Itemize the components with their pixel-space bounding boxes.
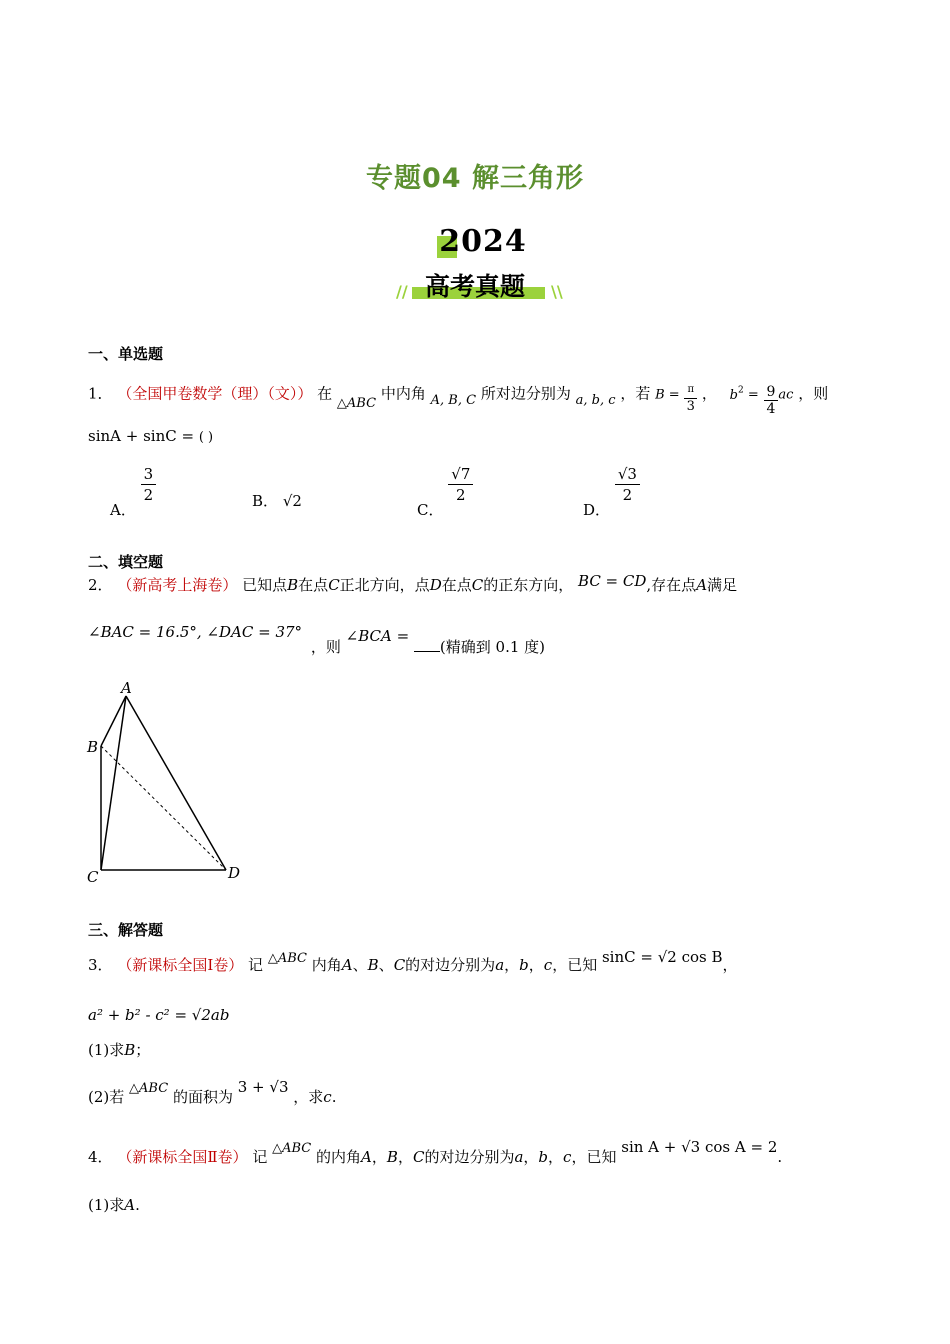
q2-ask: ∠BCA =: [345, 627, 410, 645]
q2-point-c: C: [328, 576, 340, 594]
q3-part-var: B: [124, 1041, 136, 1059]
q3-triangle: △ABC: [129, 1081, 169, 1096]
q3-text: 的面积为: [172, 1088, 233, 1106]
question-source: （新课标全国Ⅱ卷）: [117, 1148, 248, 1166]
q3-part-var: c: [323, 1088, 332, 1106]
q1-comma: ，: [701, 384, 717, 403]
q4-sep: ，: [371, 1148, 387, 1166]
question-3-line-2: [88, 1005, 229, 1025]
q4-part-label: (1)求: [88, 1196, 125, 1214]
q1-condition-b: B =: [655, 387, 680, 403]
q1-nine-over-four: [764, 384, 779, 417]
label-b: B: [87, 738, 99, 756]
q4-sep: ，: [397, 1148, 413, 1166]
segment-ad: [126, 696, 226, 870]
option-d: [583, 464, 640, 519]
q3-part-end: .: [331, 1088, 337, 1106]
q2-text: 已知点: [242, 576, 288, 594]
q1-pi-over-3: [684, 382, 697, 415]
question-2-line-2: [88, 622, 546, 656]
q3-text: 记: [248, 956, 264, 974]
q4-text: 记: [252, 1148, 268, 1166]
q3-condition-2: a² + b² - c² = √2ab: [88, 1006, 230, 1024]
question-3-part-2: [88, 1078, 337, 1109]
question-3-part-1: [88, 1040, 150, 1060]
frac-numerator: 3: [141, 464, 157, 485]
q2-point-b: B: [287, 576, 299, 594]
question-1-line-1: [88, 378, 829, 417]
question-number: 3．: [88, 956, 113, 974]
q2-condition: BC = CD: [578, 572, 647, 590]
question-number: 4．: [88, 1148, 113, 1166]
q4-angle-c: C: [412, 1148, 425, 1166]
q3-text: ，: [722, 956, 738, 974]
question-source: （全国甲卷数学（理）（文））: [117, 384, 313, 403]
page-title: 专题04 解三角形: [366, 163, 584, 194]
option-c: [417, 464, 473, 519]
q2-angle-conditions: ∠BAC = 16.5°, ∠DAC = 37°: [88, 623, 303, 641]
label-c: C: [87, 868, 99, 886]
q3-side-a: a: [495, 956, 505, 974]
option-value: [141, 464, 157, 505]
q1-text-4: ，若: [620, 384, 651, 403]
q1-triangle: △ABC: [336, 395, 377, 411]
q2-text: 满足: [707, 576, 738, 594]
q1-condition-b2: b: [729, 387, 738, 403]
q1-text-5: ，则: [798, 384, 829, 403]
q3-sep: ，: [504, 956, 520, 974]
q4-text: ，已知: [571, 1148, 617, 1166]
q3-part-end: ；: [135, 1041, 151, 1059]
q1-ac: ac: [778, 387, 794, 403]
q4-side-a: a: [514, 1148, 524, 1166]
q2-text: 在点: [441, 576, 472, 594]
q3-part-label: (1)求: [88, 1041, 125, 1059]
q4-condition: sin A + √3 cos A = 2: [621, 1138, 778, 1156]
q3-angle-a: A: [341, 956, 353, 974]
question-number: 1．: [88, 384, 113, 403]
q2-text: 在点: [298, 576, 329, 594]
q3-text: ，已知: [552, 956, 598, 974]
q3-part-label: (2)若: [88, 1088, 125, 1106]
q4-text: .: [777, 1148, 783, 1166]
q3-condition-1: sinC = √2 cos B: [601, 948, 723, 966]
q2-point-a: A: [696, 576, 708, 594]
option-value: [615, 464, 640, 505]
q4-side-b: b: [538, 1148, 549, 1166]
frac-numerator: √3: [615, 464, 640, 485]
slash-right-decoration: \\: [551, 282, 563, 301]
option-value: √2: [282, 492, 302, 510]
section-heading-2: 二、填空题: [88, 553, 164, 571]
label-d: D: [228, 864, 241, 882]
question-4-line-1: [88, 1138, 783, 1169]
banner-label: 高考真题: [424, 272, 525, 301]
q4-triangle: △ABC: [272, 1141, 312, 1156]
q2-text: 的正东方向，: [483, 576, 574, 594]
q1-sides: a, b, c: [575, 392, 616, 408]
q3-text: ，求: [293, 1088, 324, 1106]
option-label: D．: [583, 500, 611, 519]
q4-text: 的内角: [316, 1148, 362, 1166]
q3-angle-c: C: [393, 956, 406, 974]
q4-side-c: c: [563, 1148, 572, 1166]
q3-side-c: c: [543, 956, 553, 974]
option-label: C．: [417, 500, 444, 519]
question-2-line-1: [88, 572, 738, 595]
q3-text: 内角: [311, 956, 342, 974]
q2-answer-area: [414, 638, 545, 656]
question-number: 2．: [88, 576, 113, 594]
q3-angle-b: B: [367, 956, 379, 974]
q1-angles: A, B, C: [430, 392, 477, 408]
q3-sep: 、: [352, 956, 368, 974]
q4-part-end: .: [135, 1196, 140, 1214]
q4-angle-b: B: [386, 1148, 398, 1166]
q1-text-3: 所对边分别为: [480, 384, 571, 403]
slash-left-decoration: //: [396, 282, 408, 301]
question-1-line-2: [88, 426, 213, 448]
q1-text-2: 中内角: [380, 384, 426, 403]
option-a: [110, 464, 156, 519]
q2-text: (精确到 0.1 度): [439, 638, 546, 656]
q2-text: 正北方向，点: [339, 576, 430, 594]
q1-equals: =: [743, 387, 759, 403]
frac-numerator: 9: [764, 384, 779, 401]
option-label: B．: [252, 492, 279, 510]
q1-text-1: 在: [317, 384, 333, 403]
section-heading-3: 三、解答题: [88, 921, 164, 939]
q4-part-var: A: [124, 1196, 136, 1214]
frac-denominator: 2: [622, 486, 633, 504]
frac-denominator: 2: [143, 486, 154, 504]
q1-square: 2: [737, 385, 744, 396]
segment-bd-dashed: [101, 746, 226, 870]
q4-sep: ，: [548, 1148, 564, 1166]
q3-sep: 、: [378, 956, 394, 974]
q3-side-b: b: [519, 956, 529, 974]
q1-answer-paren: ( ): [198, 430, 214, 445]
question-source: （新高考上海卷）: [117, 576, 238, 594]
option-b: [252, 490, 302, 511]
option-value: [448, 464, 473, 505]
q4-sep: ，: [523, 1148, 539, 1166]
q4-angle-a: A: [361, 1148, 372, 1166]
question-4-part-1: [88, 1195, 140, 1215]
section-heading-1: 一、单选题: [88, 345, 164, 363]
q2-text: ,存在点: [646, 576, 697, 594]
label-a: A: [121, 679, 132, 697]
q1-expression: sinA + sinC =: [88, 427, 195, 445]
q3-text: 的对边分别为: [405, 956, 496, 974]
q3-sep: ，: [528, 956, 544, 974]
q2-point-d: D: [429, 576, 442, 594]
answer-blank[interactable]: [414, 637, 440, 652]
frac-numerator: √7: [448, 464, 473, 485]
question-source: （新课标全国Ⅰ卷）: [117, 956, 244, 974]
frac-numerator: π: [684, 382, 697, 399]
option-label: A．: [110, 500, 136, 519]
question-3-line-1: [88, 948, 738, 977]
frac-denominator: 3: [686, 399, 695, 414]
frac-denominator: 4: [766, 401, 776, 417]
q2-text: ，则: [310, 638, 341, 656]
year-label: 2024: [439, 224, 527, 259]
q3-triangle: △ABC: [267, 951, 307, 966]
q3-area: 3 + √3: [237, 1078, 289, 1096]
q2-figure: [84, 676, 254, 886]
q2-point-c: C: [471, 576, 484, 594]
frac-denominator: 2: [456, 486, 466, 504]
q4-text: 的对边分别为: [424, 1148, 515, 1166]
